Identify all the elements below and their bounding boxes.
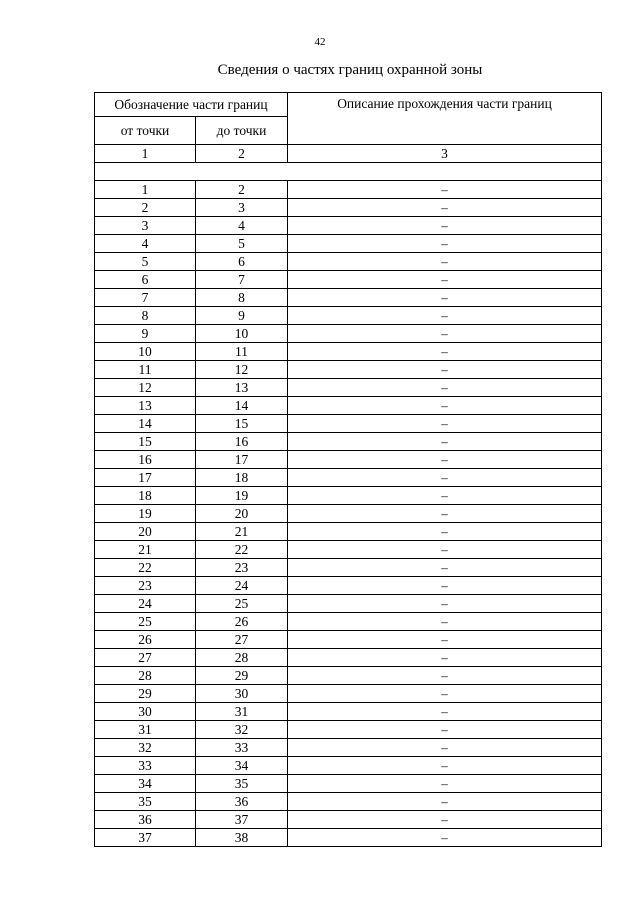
from-point-cell: 25	[95, 613, 196, 631]
table-row	[95, 325, 602, 343]
to-point-cell: 29	[196, 667, 288, 685]
column-number: 1	[95, 145, 196, 163]
from-point-cell: 5	[95, 253, 196, 271]
table-row	[95, 775, 602, 793]
document-title: Сведения о частях границ охранной зоны	[217, 62, 483, 78]
to-point-cell: 26	[196, 613, 288, 631]
description-cell: –	[288, 595, 602, 613]
to-point-cell: 38	[196, 829, 288, 847]
to-point-cell: 20	[196, 505, 288, 523]
header-from-point: от точки	[95, 117, 196, 145]
to-point-cell: 34	[196, 757, 288, 775]
to-point-cell: 21	[196, 523, 288, 541]
description-cell: –	[288, 739, 602, 757]
from-point-cell: 27	[95, 649, 196, 667]
from-point-cell: 31	[95, 721, 196, 739]
table-row	[95, 595, 602, 613]
from-point-cell: 16	[95, 451, 196, 469]
table-row	[95, 397, 602, 415]
to-point-cell: 18	[196, 469, 288, 487]
description-cell: –	[288, 271, 602, 289]
table-row	[95, 541, 602, 559]
description-cell: –	[288, 469, 602, 487]
description-cell: –	[288, 343, 602, 361]
to-point-cell: 23	[196, 559, 288, 577]
table-row	[95, 289, 602, 307]
description-cell: –	[288, 235, 602, 253]
from-point-cell: 33	[95, 757, 196, 775]
from-point-cell: 24	[95, 595, 196, 613]
table-row	[95, 577, 602, 595]
table-row	[95, 469, 602, 487]
to-point-cell: 8	[196, 289, 288, 307]
to-point-cell: 22	[196, 541, 288, 559]
description-cell: –	[288, 541, 602, 559]
description-cell: –	[288, 631, 602, 649]
to-point-cell: 15	[196, 415, 288, 433]
empty-cell	[95, 163, 602, 181]
description-cell: –	[288, 415, 602, 433]
page-number: 42	[314, 36, 326, 48]
to-point-cell: 11	[196, 343, 288, 361]
from-point-cell: 18	[95, 487, 196, 505]
description-cell: –	[288, 325, 602, 343]
table-row	[95, 181, 602, 199]
from-point-cell: 17	[95, 469, 196, 487]
table-row	[95, 217, 602, 235]
from-point-cell: 11	[95, 361, 196, 379]
column-number: 3	[288, 145, 602, 163]
from-point-cell: 8	[95, 307, 196, 325]
to-point-cell: 13	[196, 379, 288, 397]
description-cell: –	[288, 829, 602, 847]
from-point-cell: 14	[95, 415, 196, 433]
from-point-cell: 10	[95, 343, 196, 361]
table-row	[95, 415, 602, 433]
from-point-cell: 13	[95, 397, 196, 415]
from-point-cell: 20	[95, 523, 196, 541]
to-point-cell: 24	[196, 577, 288, 595]
to-point-cell: 30	[196, 685, 288, 703]
description-cell: –	[288, 307, 602, 325]
table-row	[95, 253, 602, 271]
table-row	[95, 667, 602, 685]
description-cell: –	[288, 685, 602, 703]
from-point-cell: 30	[95, 703, 196, 721]
description-cell: –	[288, 757, 602, 775]
to-point-cell: 27	[196, 631, 288, 649]
table-row	[95, 811, 602, 829]
table-row	[95, 307, 602, 325]
description-cell: –	[288, 451, 602, 469]
table-row	[95, 487, 602, 505]
table-row	[95, 523, 602, 541]
to-point-cell: 16	[196, 433, 288, 451]
description-cell: –	[288, 379, 602, 397]
from-point-cell: 1	[95, 181, 196, 199]
header-to-point: до точки	[196, 117, 288, 145]
description-cell: –	[288, 667, 602, 685]
table-body	[95, 181, 602, 847]
to-point-cell: 7	[196, 271, 288, 289]
from-point-cell: 15	[95, 433, 196, 451]
table-row	[95, 379, 602, 397]
table-row	[95, 199, 602, 217]
from-point-cell: 29	[95, 685, 196, 703]
description-cell: –	[288, 613, 602, 631]
to-point-cell: 10	[196, 325, 288, 343]
to-point-cell: 9	[196, 307, 288, 325]
table-row	[95, 343, 602, 361]
table-row	[95, 649, 602, 667]
to-point-cell: 5	[196, 235, 288, 253]
description-cell: –	[288, 577, 602, 595]
description-cell: –	[288, 217, 602, 235]
description-cell: –	[288, 487, 602, 505]
to-point-cell: 37	[196, 811, 288, 829]
description-cell: –	[288, 811, 602, 829]
description-cell: –	[288, 199, 602, 217]
description-cell: –	[288, 289, 602, 307]
description-cell: –	[288, 433, 602, 451]
from-point-cell: 6	[95, 271, 196, 289]
to-point-cell: 19	[196, 487, 288, 505]
table-row	[95, 613, 602, 631]
table-row	[95, 703, 602, 721]
to-point-cell: 6	[196, 253, 288, 271]
from-point-cell: 23	[95, 577, 196, 595]
description-cell: –	[288, 181, 602, 199]
table-row	[95, 757, 602, 775]
from-point-cell: 32	[95, 739, 196, 757]
from-point-cell: 9	[95, 325, 196, 343]
to-point-cell: 4	[196, 217, 288, 235]
description-cell: –	[288, 397, 602, 415]
to-point-cell: 25	[196, 595, 288, 613]
description-cell: –	[288, 559, 602, 577]
from-point-cell: 4	[95, 235, 196, 253]
from-point-cell: 26	[95, 631, 196, 649]
table-row	[95, 505, 602, 523]
table-row	[95, 235, 602, 253]
to-point-cell: 33	[196, 739, 288, 757]
to-point-cell: 28	[196, 649, 288, 667]
table-row	[95, 793, 602, 811]
from-point-cell: 28	[95, 667, 196, 685]
table-row	[95, 631, 602, 649]
to-point-cell: 17	[196, 451, 288, 469]
table-row	[95, 559, 602, 577]
table-row	[95, 721, 602, 739]
table-row	[95, 451, 602, 469]
column-numbers-row	[95, 145, 602, 163]
description-cell: –	[288, 775, 602, 793]
to-point-cell: 12	[196, 361, 288, 379]
description-cell: –	[288, 361, 602, 379]
description-cell: –	[288, 505, 602, 523]
to-point-cell: 3	[196, 199, 288, 217]
description-cell: –	[288, 523, 602, 541]
description-cell: –	[288, 793, 602, 811]
from-point-cell: 12	[95, 379, 196, 397]
from-point-cell: 2	[95, 199, 196, 217]
to-point-cell: 36	[196, 793, 288, 811]
empty-section-row	[95, 163, 602, 181]
from-point-cell: 36	[95, 811, 196, 829]
from-point-cell: 37	[95, 829, 196, 847]
table-row	[95, 829, 602, 847]
header-description: Описание прохождения части границ	[288, 93, 602, 145]
table-row	[95, 739, 602, 757]
table-row	[95, 685, 602, 703]
header-group-label: Обозначение части границ	[95, 93, 288, 117]
description-cell: –	[288, 703, 602, 721]
from-point-cell: 3	[95, 217, 196, 235]
to-point-cell: 31	[196, 703, 288, 721]
from-point-cell: 22	[95, 559, 196, 577]
table-row	[95, 433, 602, 451]
to-point-cell: 32	[196, 721, 288, 739]
table-row	[95, 271, 602, 289]
to-point-cell: 35	[196, 775, 288, 793]
to-point-cell: 14	[196, 397, 288, 415]
boundaries-table	[94, 92, 602, 847]
from-point-cell: 7	[95, 289, 196, 307]
description-cell: –	[288, 721, 602, 739]
from-point-cell: 35	[95, 793, 196, 811]
column-number: 2	[196, 145, 288, 163]
from-point-cell: 19	[95, 505, 196, 523]
to-point-cell: 2	[196, 181, 288, 199]
table-row	[95, 361, 602, 379]
from-point-cell: 21	[95, 541, 196, 559]
description-cell: –	[288, 649, 602, 667]
from-point-cell: 34	[95, 775, 196, 793]
description-cell: –	[288, 253, 602, 271]
